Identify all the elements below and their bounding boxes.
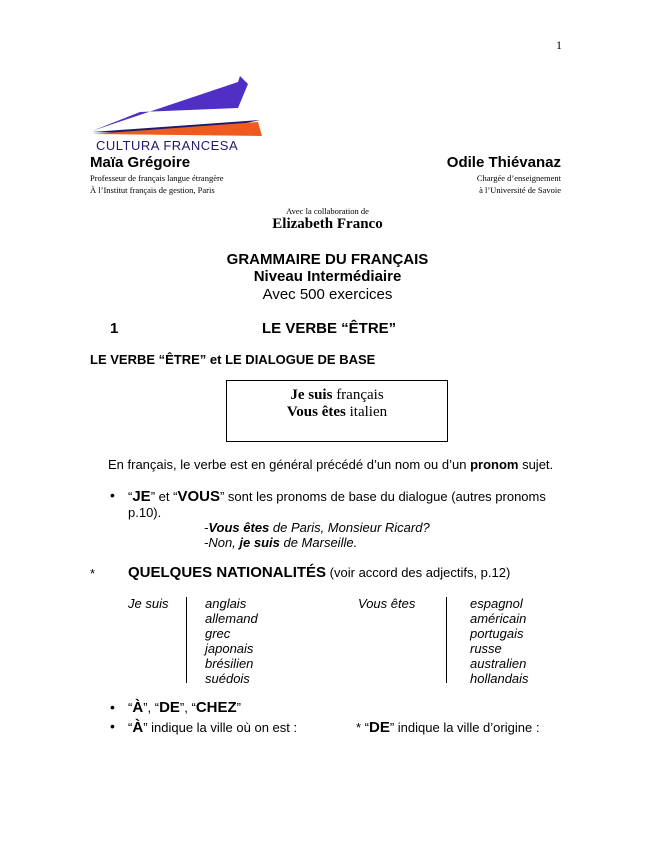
nationality-item: australien (470, 656, 527, 671)
column-divider-left (186, 597, 187, 683)
author-left-name: Maïa Grégoire (90, 154, 191, 171)
ex2-prefix: -Non, (204, 535, 240, 550)
de-usage-line (356, 719, 539, 736)
nationalities-heading: QUELQUES NATIONALITÉS (128, 564, 327, 581)
a-quote-open: “ (128, 720, 133, 735)
author-right-name: Odile Thiévanaz (446, 154, 561, 171)
ex1-bold: Vous êtes (208, 520, 270, 535)
author-left-line2: À l’Institut français de gestion, Paris (90, 185, 215, 195)
example-line-1-rest: français (332, 387, 384, 403)
pronouns-mid: ” et “ (150, 489, 178, 504)
ex2-bold: je suis (239, 535, 280, 550)
intro-after: sujet. (518, 457, 554, 472)
book-title: GRAMMAIRE DU FRANÇAIS (226, 251, 429, 268)
nationality-item: russe (470, 641, 502, 656)
logo-text: CULTURA FRANCESA (96, 138, 239, 153)
de-word: DE (369, 719, 390, 736)
nationality-item: brésilien (205, 656, 254, 671)
a-word: À (132, 719, 144, 736)
bullet-icon: • (110, 487, 115, 503)
chapter-number: 1 (110, 320, 119, 337)
page-number: 1 (556, 38, 562, 52)
pronouns-line-1 (128, 488, 546, 505)
collaboration-label: Avec la collaboration de (286, 206, 369, 216)
intro-bold: pronom (470, 457, 519, 472)
a-usage-line (128, 719, 297, 736)
author-right-line2: à l’Université de Savoie (479, 185, 561, 195)
pronouns-quote: “ (128, 489, 133, 504)
ex2-rest: de Marseille. (279, 535, 358, 550)
prepositions-line (128, 699, 241, 716)
section-heading: LE VERBE “ÊTRE” et LE DIALOGUE DE BASE (90, 352, 376, 367)
nationality-item: anglais (205, 596, 247, 611)
de-prefix: * “ (356, 720, 369, 735)
pronouns-line-2: p.10). (128, 505, 162, 520)
bullet-icon: • (110, 718, 115, 734)
pronouns-rest: ” sont les pronoms de base du dialogue (autres pronoms (219, 489, 546, 504)
nationality-item: suédois (205, 671, 250, 686)
prep-chez: CHEZ (195, 699, 237, 716)
prep-quote-close: ” (236, 700, 241, 715)
nationality-item: grec (205, 626, 231, 641)
collaborator-name: Elizabeth Franco (272, 216, 383, 232)
star-marker: * (90, 566, 96, 581)
pronoun-je: JE (132, 488, 151, 505)
pronoun-vous: VOUS (177, 488, 220, 505)
prep-a: À (132, 699, 144, 716)
nationality-item: allemand (205, 611, 258, 626)
dialogue-example-2 (204, 535, 357, 550)
intro-sentence (108, 457, 553, 472)
prep-sep-1: ”, “ (143, 700, 160, 715)
example-line-1 (227, 387, 447, 404)
example-line-1-bold: Je suis (290, 387, 333, 403)
prep-sep-2: ”, “ (179, 700, 196, 715)
chapter-title: LE VERBE “ÊTRE” (262, 320, 397, 337)
nationality-item: portugais (470, 626, 524, 641)
de-usage-text: ” indique la ville d’origine : (389, 720, 540, 735)
prep-de: DE (159, 699, 180, 716)
a-usage-text: ” indique la ville où on est : (143, 720, 298, 735)
label-je-suis: Je suis (128, 596, 169, 611)
nationality-item: espagnol (470, 596, 523, 611)
logo-orange-shape (92, 122, 262, 136)
nationalities-heading-line (128, 564, 510, 582)
dialogue-example-1 (204, 520, 430, 535)
author-right-line1: Chargée d’enseignement (476, 173, 561, 183)
example-line-2 (227, 404, 447, 421)
column-divider-right (446, 597, 447, 683)
example-box (226, 380, 448, 442)
nationalities-right-list (470, 596, 529, 686)
nationality-item: japonais (205, 641, 254, 656)
book-level: Niveau Intermédiaire (253, 268, 402, 285)
nationalities-left-list (205, 596, 258, 686)
intro-before: En français, le verbe est en général précédé d’un nom ou d’un (108, 457, 471, 472)
example-line-2-bold: Vous êtes (286, 404, 346, 420)
ex1-rest: de Paris, Monsieur Ricard? (269, 520, 430, 535)
label-vous-etes: Vous êtes (358, 596, 416, 611)
author-left-line1: Professeur de français langue étrangère (90, 173, 224, 183)
nationality-item: hollandais (470, 671, 529, 686)
bullet-icon: • (110, 699, 115, 715)
logo-swoosh-icon (88, 72, 266, 138)
nationalities-note: (voir accord des adjectifs, p.12) (326, 565, 511, 580)
prep-quote-open: “ (128, 700, 133, 715)
ex1-prefix: - (204, 520, 209, 535)
book-exercises: Avec 500 exercices (262, 286, 393, 303)
nationality-item: américain (470, 611, 527, 626)
example-line-2-rest: italien (345, 404, 388, 420)
